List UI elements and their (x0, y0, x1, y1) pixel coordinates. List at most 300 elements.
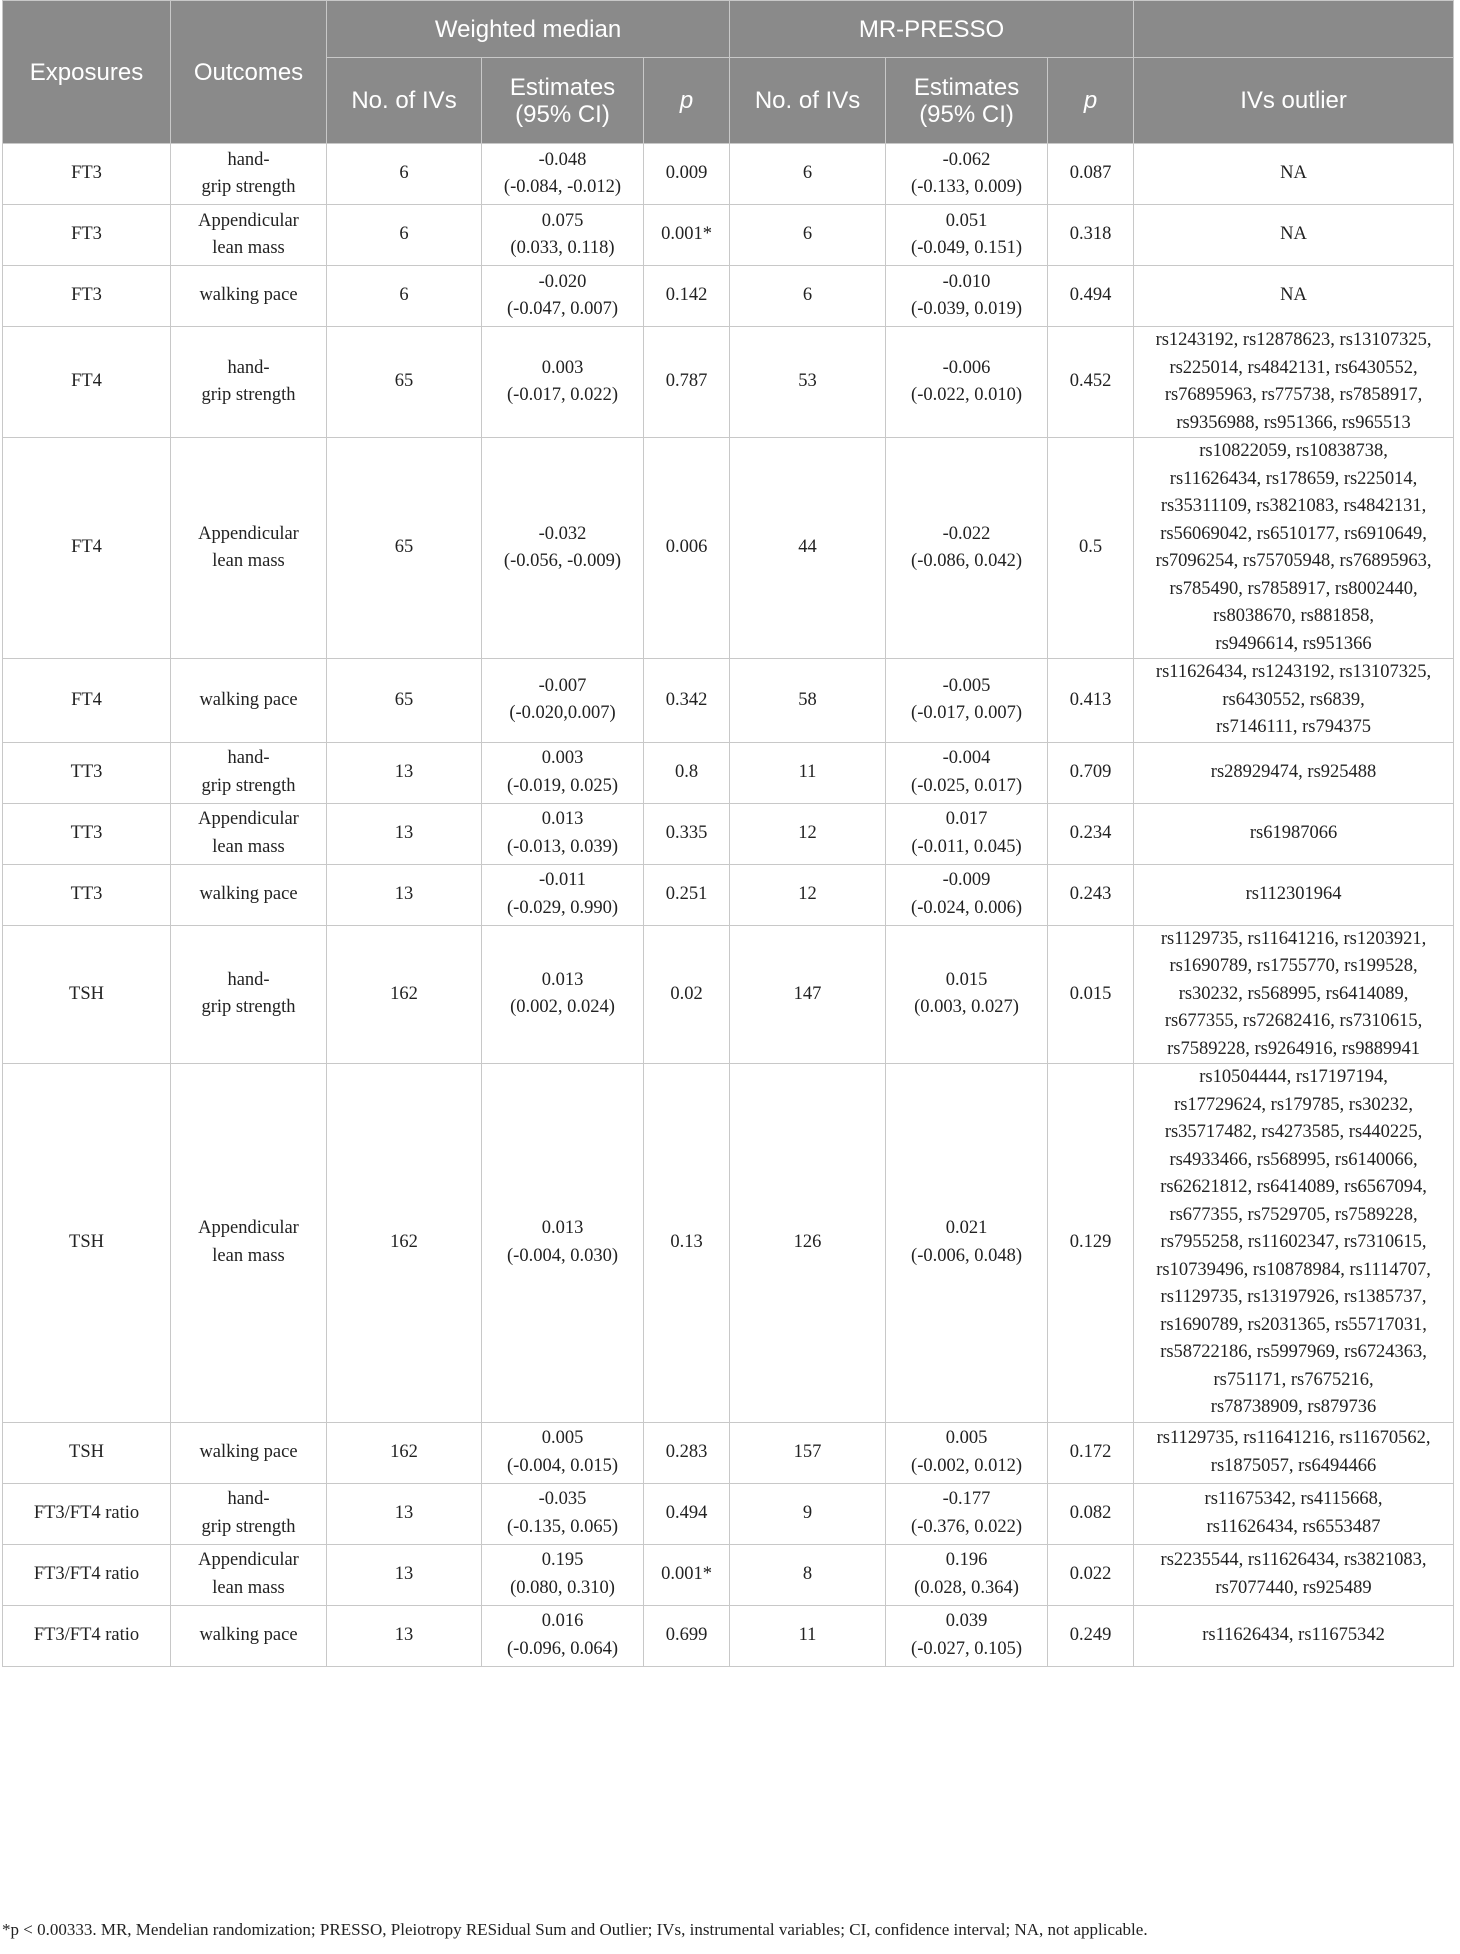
cell-ivs-outlier (1134, 659, 1454, 743)
cell-mp-estimate-line: -0.009 (942, 870, 991, 890)
cell-ivs-outlier-line: rs11626434, rs6553487 (1206, 1516, 1381, 1537)
cell-wm-estimate-line: 0.016 (541, 1611, 584, 1631)
cell-mp-estimate-line: (0.028, 0.364) (914, 1577, 1019, 1598)
cell-mp-estimate-line: 0.039 (945, 1611, 988, 1631)
cell-wm-no-ivs: 13 (327, 864, 482, 925)
cell-wm-estimate (482, 1422, 644, 1483)
cell-ivs-outlier-line: rs10822059, rs10838738, (1199, 441, 1388, 461)
cell-ivs-outlier (1134, 1064, 1454, 1423)
cell-ivs-outlier (1134, 266, 1454, 327)
cell-ivs-outlier-line: rs1129735, rs11641216, rs11670562, (1156, 1428, 1431, 1448)
cell-mp-estimate-line: (-0.022, 0.010) (911, 385, 1023, 405)
cell-ivs-outlier-line: rs751171, rs7675216, (1213, 1369, 1374, 1390)
cell-outcome-line: lean mass (212, 238, 285, 258)
cell-ivs-outlier-line: rs785490, rs7858917, rs8002440, (1169, 578, 1418, 599)
table-row (3, 205, 1454, 266)
cell-wm-p: 0.251 (644, 864, 730, 925)
cell-ivs-outlier-line: rs1875057, rs6494466 (1210, 1455, 1377, 1476)
cell-mp-estimate-line: -0.010 (942, 271, 991, 292)
cell-exposure: FT3/FT4 ratio (3, 1605, 171, 1666)
cell-wm-p: 0.001* (644, 205, 730, 266)
cell-wm-estimate-line: 0.013 (541, 1218, 584, 1239)
cell-outcome (171, 205, 327, 266)
cell-ivs-outlier-line: NA (1280, 224, 1307, 245)
cell-mp-estimate (886, 438, 1048, 659)
cell-mp-no-ivs: 8 (730, 1544, 886, 1605)
cell-wm-no-ivs: 13 (327, 1605, 482, 1666)
cell-mp-estimate-line: (-0.039, 0.019) (911, 299, 1023, 319)
cell-outcome-line: lean mass (212, 1245, 285, 1266)
cell-mp-p: 0.249 (1048, 1605, 1134, 1666)
header-outcomes: Outcomes (171, 1, 327, 144)
cell-outcome-line: walking pace (199, 1624, 298, 1645)
header-mp-no-ivs: No. of IVs (730, 58, 886, 144)
cell-ivs-outlier-line: rs10739496, rs10878984, rs1114707, (1156, 1259, 1431, 1280)
cell-ivs-outlier-line: rs7146111, rs794375 (1216, 717, 1371, 737)
cell-wm-p: 0.142 (644, 266, 730, 327)
cell-ivs-outlier-line: rs10504444, rs17197194, (1199, 1067, 1388, 1087)
cell-ivs-outlier-line: rs62621812, rs6414089, rs6567094, (1160, 1177, 1427, 1197)
cell-mp-estimate (886, 925, 1048, 1064)
table-row (3, 742, 1454, 803)
cell-ivs-outlier (1134, 1483, 1454, 1544)
cell-wm-estimate (482, 1483, 644, 1544)
cell-ivs-outlier-line: rs225014, rs4842131, rs6430552, (1169, 357, 1418, 378)
cell-outcome-line: lean mass (212, 1577, 285, 1598)
table-row (3, 1605, 1454, 1666)
cell-wm-p: 0.342 (644, 659, 730, 743)
cell-wm-no-ivs: 65 (327, 438, 482, 659)
cell-ivs-outlier-line: rs1129735, rs11641216, rs1203921, (1160, 928, 1427, 949)
cell-wm-estimate-line: -0.032 (538, 523, 587, 544)
cell-mp-estimate (886, 659, 1048, 743)
cell-wm-no-ivs: 65 (327, 327, 482, 438)
cell-mp-p: 0.318 (1048, 205, 1134, 266)
cell-mp-estimate-line: (0.003, 0.027) (914, 997, 1019, 1018)
cell-exposure: TSH (3, 1422, 171, 1483)
cell-ivs-outlier-line: rs11626434, rs178659, rs225014, (1169, 468, 1418, 489)
cell-ivs-outlier-line: rs1690789, rs2031365, rs55717031, (1160, 1314, 1427, 1335)
cell-outcome (171, 438, 327, 659)
table-row (3, 864, 1454, 925)
cell-mp-no-ivs: 126 (730, 1064, 886, 1423)
cell-mp-estimate-line: 0.196 (945, 1550, 988, 1570)
mr-results-table (2, 0, 1454, 1667)
cell-outcome (171, 1064, 327, 1423)
cell-wm-no-ivs: 162 (327, 925, 482, 1064)
cell-mp-estimate-line: (-0.086, 0.042) (911, 551, 1023, 571)
cell-mp-estimate-line: (-0.017, 0.007) (911, 703, 1023, 724)
cell-wm-no-ivs: 13 (327, 1483, 482, 1544)
cell-mp-estimate (886, 1483, 1048, 1544)
cell-outcome (171, 327, 327, 438)
header-wm-estimates-line2: (95% CI) (515, 100, 610, 128)
cell-mp-estimate-line: -0.177 (942, 1489, 991, 1509)
cell-ivs-outlier-line: rs11626434, rs11675342 (1202, 1624, 1385, 1645)
cell-mp-estimate-line: (-0.376, 0.022) (911, 1516, 1023, 1537)
cell-mp-no-ivs: 11 (730, 742, 886, 803)
cell-mp-estimate (886, 1064, 1048, 1423)
header-wm-no-ivs: No. of IVs (327, 58, 482, 144)
cell-wm-estimate (482, 1544, 644, 1605)
cell-wm-estimate-line: 0.013 (541, 809, 584, 829)
cell-mp-estimate-line: (-0.133, 0.009) (911, 177, 1023, 197)
cell-outcome-line: hand- (227, 1489, 270, 1509)
cell-wm-estimate (482, 144, 644, 205)
cell-outcome-line: Appendicular (198, 523, 299, 544)
cell-wm-estimate (482, 1064, 644, 1423)
cell-ivs-outlier-line: rs677355, rs72682416, rs7310615, (1164, 1011, 1423, 1031)
cell-outcome-line: grip strength (201, 177, 296, 197)
cell-ivs-outlier (1134, 205, 1454, 266)
cell-exposure: FT3 (3, 266, 171, 327)
cell-wm-no-ivs: 6 (327, 266, 482, 327)
cell-exposure: FT3 (3, 205, 171, 266)
cell-wm-estimate (482, 864, 644, 925)
table-row (3, 266, 1454, 327)
cell-wm-estimate-line: (-0.029, 0.990) (507, 897, 618, 918)
cell-ivs-outlier (1134, 803, 1454, 864)
cell-exposure: FT3/FT4 ratio (3, 1483, 171, 1544)
cell-mp-p: 0.452 (1048, 327, 1134, 438)
table-row (3, 1064, 1454, 1423)
cell-outcome-line: walking pace (199, 689, 298, 710)
cell-outcome-line: lean mass (212, 551, 285, 571)
cell-ivs-outlier-line: rs677355, rs7529705, rs7589228, (1169, 1204, 1418, 1225)
cell-outcome (171, 1605, 327, 1666)
cell-exposure: TT3 (3, 864, 171, 925)
cell-mp-estimate-line: -0.005 (942, 675, 991, 696)
cell-mp-no-ivs: 6 (730, 144, 886, 205)
cell-mp-no-ivs: 157 (730, 1422, 886, 1483)
cell-mp-p: 0.022 (1048, 1544, 1134, 1605)
cell-outcome-line: hand- (227, 969, 270, 990)
cell-mp-estimate-line: 0.051 (945, 210, 988, 231)
table-footnote: *p < 0.00333. MR, Mendelian randomization; PRESSO, Pleiotropy RESidual Sum and Outlier; IVs, instrumental variables; CI, confidence interval; NA, not applicable. (2, 1920, 1148, 1939)
cell-wm-p: 0.335 (644, 803, 730, 864)
cell-mp-no-ivs: 12 (730, 864, 886, 925)
cell-outcome (171, 144, 327, 205)
cell-mp-p: 0.709 (1048, 742, 1134, 803)
cell-exposure: TSH (3, 925, 171, 1064)
cell-wm-estimate-line: 0.003 (541, 357, 584, 378)
table-row (3, 1544, 1454, 1605)
cell-ivs-outlier-line: rs11675342, rs4115668, (1204, 1489, 1383, 1509)
cell-outcome (171, 864, 327, 925)
cell-wm-p: 0.699 (644, 1605, 730, 1666)
cell-mp-estimate (886, 1544, 1048, 1605)
cell-ivs-outlier-line: rs7955258, rs11602347, rs7310615, (1160, 1232, 1427, 1252)
cell-outcome-line: grip strength (201, 385, 296, 405)
cell-wm-estimate-line: (0.033, 0.118) (510, 238, 615, 258)
cell-exposure: TSH (3, 1064, 171, 1423)
cell-ivs-outlier-line: rs61987066 (1249, 822, 1338, 843)
cell-mp-p: 0.172 (1048, 1422, 1134, 1483)
cell-wm-estimate-line: (-0.017, 0.022) (507, 385, 618, 405)
cell-wm-estimate-line: (-0.096, 0.064) (507, 1638, 618, 1659)
cell-exposure: FT3 (3, 144, 171, 205)
cell-mp-estimate-line: (-0.006, 0.048) (911, 1245, 1023, 1266)
header-group-weighted-median: Weighted median (327, 1, 730, 58)
cell-wm-estimate-line: (-0.013, 0.039) (507, 836, 618, 857)
cell-ivs-outlier-line: rs1690789, rs1755770, rs199528, (1169, 956, 1418, 976)
cell-outcome-line: walking pace (199, 883, 298, 904)
header-wm-estimates-line1: Estimates (509, 73, 616, 101)
cell-exposure: TT3 (3, 742, 171, 803)
cell-mp-p: 0.015 (1048, 925, 1134, 1064)
cell-wm-estimate-line: (-0.004, 0.015) (507, 1455, 618, 1476)
cell-outcome (171, 742, 327, 803)
cell-mp-estimate (886, 803, 1048, 864)
cell-outcome (171, 1544, 327, 1605)
cell-mp-p: 0.494 (1048, 266, 1134, 327)
cell-outcome (171, 925, 327, 1064)
cell-wm-estimate (482, 659, 644, 743)
cell-mp-no-ivs: 53 (730, 327, 886, 438)
table-row (3, 327, 1454, 438)
cell-wm-estimate-line: (0.080, 0.310) (510, 1577, 615, 1598)
cell-ivs-outlier-line: NA (1280, 163, 1307, 184)
table-body (3, 144, 1454, 1667)
header-wm-p (644, 58, 730, 144)
cell-ivs-outlier-line: rs4933466, rs568995, rs6140066, (1169, 1149, 1418, 1170)
cell-mp-estimate-line: 0.021 (945, 1218, 988, 1239)
cell-outcome (171, 1483, 327, 1544)
cell-outcome-line: walking pace (199, 285, 298, 306)
cell-mp-no-ivs: 11 (730, 1605, 886, 1666)
cell-wm-estimate-line: 0.195 (541, 1550, 584, 1570)
cell-ivs-outlier (1134, 925, 1454, 1064)
cell-wm-estimate (482, 438, 644, 659)
cell-mp-no-ivs: 12 (730, 803, 886, 864)
cell-wm-no-ivs: 6 (327, 144, 482, 205)
cell-ivs-outlier-line: rs9356988, rs951366, rs965513 (1176, 412, 1411, 433)
cell-ivs-outlier-line: rs56069042, rs6510177, rs6910649, (1160, 523, 1427, 544)
cell-mp-estimate (886, 1422, 1048, 1483)
cell-mp-estimate (886, 205, 1048, 266)
cell-wm-p: 0.787 (644, 327, 730, 438)
cell-ivs-outlier-line: NA (1280, 285, 1307, 306)
cell-ivs-outlier-line: rs17729624, rs179785, rs30232, (1174, 1094, 1414, 1115)
cell-ivs-outlier-line: rs1129735, rs13197926, rs1385737, (1160, 1287, 1427, 1307)
table-header (3, 1, 1454, 144)
cell-outcome (171, 803, 327, 864)
cell-mp-p: 0.129 (1048, 1064, 1134, 1423)
table-row (3, 1483, 1454, 1544)
cell-wm-p: 0.13 (644, 1064, 730, 1423)
cell-wm-estimate-line: -0.007 (538, 675, 587, 696)
cell-mp-p: 0.5 (1048, 438, 1134, 659)
header-mp-p-label: p (1083, 87, 1098, 114)
cell-wm-estimate (482, 742, 644, 803)
cell-wm-no-ivs: 162 (327, 1422, 482, 1483)
cell-mp-p: 0.243 (1048, 864, 1134, 925)
cell-mp-estimate-line: 0.015 (945, 969, 988, 990)
cell-mp-p: 0.234 (1048, 803, 1134, 864)
cell-wm-estimate-line: (-0.084, -0.012) (503, 177, 622, 197)
cell-wm-estimate-line: (-0.047, 0.007) (507, 299, 618, 319)
cell-wm-estimate-line: (0.002, 0.024) (510, 997, 615, 1018)
cell-outcome-line: Appendicular (198, 809, 299, 829)
header-mp-estimates (886, 58, 1048, 144)
cell-outcome-line: Appendicular (198, 210, 299, 231)
cell-wm-estimate-line: 0.013 (541, 969, 584, 990)
cell-wm-estimate-line: (-0.019, 0.025) (507, 775, 618, 796)
cell-mp-no-ivs: 58 (730, 659, 886, 743)
cell-mp-estimate-line: 0.005 (945, 1428, 988, 1448)
cell-ivs-outlier-line: rs28929474, rs925488 (1210, 761, 1377, 782)
cell-mp-estimate-line: -0.062 (942, 149, 991, 170)
cell-wm-no-ivs: 13 (327, 803, 482, 864)
cell-ivs-outlier-line: rs35717482, rs4273585, rs440225, (1164, 1122, 1423, 1142)
cell-wm-estimate-line: (-0.004, 0.030) (507, 1245, 618, 1266)
cell-wm-estimate (482, 266, 644, 327)
cell-mp-estimate (886, 266, 1048, 327)
cell-ivs-outlier-line: rs1243192, rs12878623, rs13107325, (1155, 330, 1432, 350)
header-exposures: Exposures (3, 1, 171, 144)
cell-wm-estimate-line: 0.005 (541, 1428, 584, 1448)
table-row (3, 659, 1454, 743)
cell-wm-p: 0.009 (644, 144, 730, 205)
cell-ivs-outlier (1134, 144, 1454, 205)
cell-mp-estimate-line: 0.017 (945, 809, 988, 829)
header-empty-cell (1134, 1, 1454, 58)
table-row (3, 925, 1454, 1064)
cell-ivs-outlier-line: rs112301964 (1245, 883, 1342, 904)
table-row (3, 803, 1454, 864)
header-wm-p-label: p (679, 87, 694, 114)
cell-ivs-outlier-line: rs30232, rs568995, rs6414089, (1178, 983, 1409, 1004)
cell-ivs-outlier (1134, 327, 1454, 438)
cell-outcome (171, 659, 327, 743)
cell-exposure: FT4 (3, 438, 171, 659)
cell-mp-estimate-line: (-0.049, 0.151) (911, 238, 1023, 258)
cell-wm-estimate-line: -0.048 (538, 149, 587, 170)
cell-ivs-outlier-line: rs76895963, rs775738, rs7858917, (1164, 385, 1423, 405)
cell-wm-estimate-line: -0.011 (538, 870, 587, 890)
cell-wm-p: 0.8 (644, 742, 730, 803)
cell-exposure: FT4 (3, 659, 171, 743)
cell-mp-estimate-line: (-0.011, 0.045) (911, 836, 1022, 857)
cell-wm-estimate-line: (-0.020,0.007) (509, 703, 616, 724)
cell-wm-estimate (482, 803, 644, 864)
table-row (3, 438, 1454, 659)
cell-ivs-outlier-line: rs7077440, rs925489 (1215, 1577, 1372, 1598)
cell-wm-estimate (482, 925, 644, 1064)
cell-outcome-line: hand- (227, 149, 270, 170)
cell-outcome-line: Appendicular (198, 1218, 299, 1239)
cell-exposure: TT3 (3, 803, 171, 864)
cell-exposure: FT4 (3, 327, 171, 438)
cell-wm-no-ivs: 13 (327, 1544, 482, 1605)
cell-mp-estimate-line: -0.004 (942, 748, 991, 768)
cell-outcome-line: hand- (227, 357, 270, 378)
cell-wm-estimate (482, 1605, 644, 1666)
cell-ivs-outlier (1134, 1544, 1454, 1605)
cell-ivs-outlier-line: rs58722186, rs5997969, rs6724363, (1160, 1342, 1427, 1362)
cell-mp-estimate-line: (-0.027, 0.105) (911, 1638, 1023, 1659)
cell-outcome-line: Appendicular (198, 1550, 299, 1570)
cell-mp-estimate-line: -0.022 (942, 523, 991, 544)
cell-ivs-outlier-line: rs8038670, rs881858, (1213, 606, 1374, 626)
cell-exposure: FT3/FT4 ratio (3, 1544, 171, 1605)
cell-wm-estimate-line: (-0.056, -0.009) (503, 551, 622, 571)
cell-wm-p: 0.006 (644, 438, 730, 659)
cell-wm-estimate-line: 0.003 (541, 748, 584, 768)
cell-wm-p: 0.494 (644, 1483, 730, 1544)
cell-wm-no-ivs: 162 (327, 1064, 482, 1423)
cell-outcome-line: grip strength (201, 775, 296, 796)
cell-ivs-outlier-line: rs9496614, rs951366 (1215, 633, 1372, 654)
cell-mp-no-ivs: 147 (730, 925, 886, 1064)
cell-wm-estimate-line: -0.020 (538, 271, 587, 292)
header-group-mr-presso: MR-PRESSO (730, 1, 1134, 58)
cell-mp-estimate-line: -0.006 (942, 357, 991, 378)
cell-mp-estimate (886, 144, 1048, 205)
cell-mp-estimate (886, 742, 1048, 803)
cell-mp-estimate-line: (-0.002, 0.012) (911, 1455, 1023, 1476)
cell-wm-estimate-line: -0.035 (538, 1489, 587, 1509)
cell-ivs-outlier-line: rs7096254, rs75705948, rs76895963, (1155, 551, 1432, 571)
cell-mp-no-ivs: 9 (730, 1483, 886, 1544)
header-ivs-outlier: IVs outlier (1134, 58, 1454, 144)
table-row (3, 1422, 1454, 1483)
cell-mp-no-ivs: 44 (730, 438, 886, 659)
cell-mp-p: 0.413 (1048, 659, 1134, 743)
cell-wm-estimate (482, 327, 644, 438)
cell-wm-estimate (482, 205, 644, 266)
cell-outcome-line: grip strength (201, 997, 296, 1018)
cell-ivs-outlier-line: rs78738909, rs879736 (1210, 1397, 1377, 1417)
cell-wm-no-ivs: 65 (327, 659, 482, 743)
header-wm-estimates (482, 58, 644, 144)
cell-wm-p: 0.02 (644, 925, 730, 1064)
cell-wm-no-ivs: 6 (327, 205, 482, 266)
header-mp-p (1048, 58, 1134, 144)
cell-outcome-line: walking pace (199, 1441, 298, 1462)
cell-outcome (171, 1422, 327, 1483)
cell-ivs-outlier (1134, 1605, 1454, 1666)
cell-outcome-line: hand- (227, 748, 270, 768)
cell-ivs-outlier-line: rs2235544, rs11626434, rs3821083, (1160, 1550, 1427, 1570)
cell-mp-estimate (886, 864, 1048, 925)
cell-ivs-outlier-line: rs7589228, rs9264916, rs9889941 (1167, 1038, 1420, 1059)
cell-wm-no-ivs: 13 (327, 742, 482, 803)
cell-wm-estimate-line: 0.075 (541, 210, 584, 231)
table-row (3, 144, 1454, 205)
cell-wm-estimate-line: (-0.135, 0.065) (507, 1516, 618, 1537)
cell-ivs-outlier-line: rs11626434, rs1243192, rs13107325, (1155, 662, 1432, 682)
cell-ivs-outlier (1134, 438, 1454, 659)
cell-mp-p: 0.087 (1048, 144, 1134, 205)
cell-mp-estimate (886, 327, 1048, 438)
cell-mp-no-ivs: 6 (730, 205, 886, 266)
cell-mp-no-ivs: 6 (730, 266, 886, 327)
cell-mp-estimate-line: (-0.025, 0.017) (911, 775, 1023, 796)
cell-mp-estimate (886, 1605, 1048, 1666)
cell-outcome-line: grip strength (201, 1516, 296, 1537)
cell-mp-p: 0.082 (1048, 1483, 1134, 1544)
cell-mp-estimate-line: (-0.024, 0.006) (911, 897, 1023, 918)
cell-outcome (171, 266, 327, 327)
cell-ivs-outlier (1134, 742, 1454, 803)
cell-ivs-outlier (1134, 864, 1454, 925)
cell-ivs-outlier (1134, 1422, 1454, 1483)
header-mp-estimates-line1: Estimates (913, 73, 1020, 101)
cell-outcome-line: lean mass (212, 836, 285, 857)
cell-wm-p: 0.001* (644, 1544, 730, 1605)
cell-ivs-outlier-line: rs35311109, rs3821083, rs4842131, (1160, 496, 1427, 516)
